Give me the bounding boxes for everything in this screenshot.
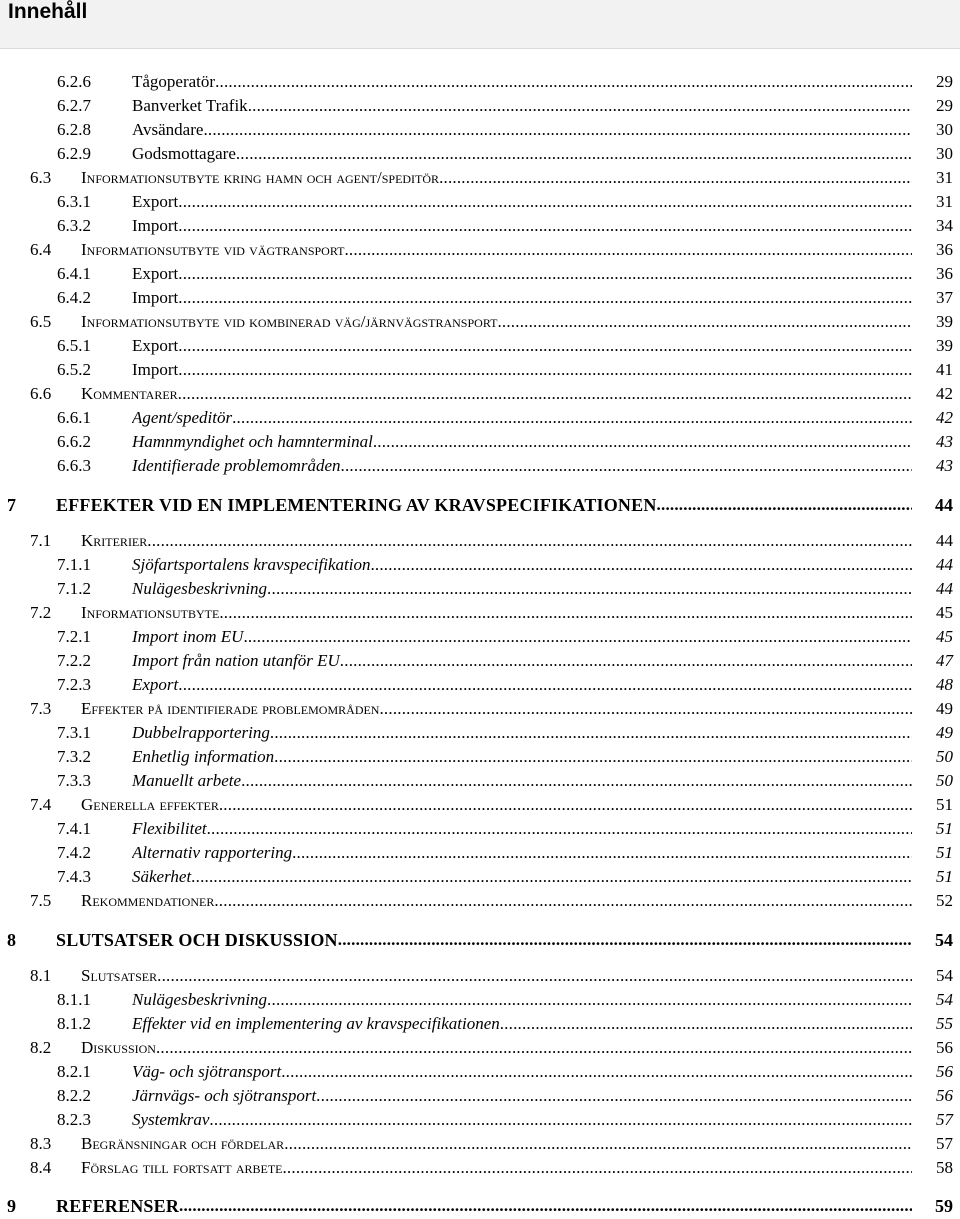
toc-entry-number: 8.1 <box>30 966 52 985</box>
toc-entry-title-wrap <box>132 817 912 841</box>
toc-entry-title: Dubbelrapportering <box>132 723 270 742</box>
toc-entry[interactable] <box>0 1036 960 1060</box>
toc-entry-page-number: 30 <box>936 144 953 163</box>
toc-entry-number: 7.4.2 <box>57 843 91 862</box>
toc-entry[interactable] <box>0 649 960 673</box>
toc-entry-title: Alternativ rapportering <box>132 843 293 862</box>
toc-entry-number: 7.3 <box>30 699 52 718</box>
toc-entry[interactable] <box>0 865 960 889</box>
toc-entry-title: Agent/speditör <box>132 408 233 427</box>
toc-entry-title-wrap <box>132 1108 912 1132</box>
toc-entry-page-number: 51 <box>936 795 953 814</box>
toc-entry-title-wrap <box>132 142 912 166</box>
toc-entry-title-wrap <box>81 238 912 262</box>
toc-entry-number: 7.1.2 <box>57 579 91 598</box>
toc-entry[interactable] <box>0 1108 960 1132</box>
toc-entry-title-wrap <box>81 964 912 988</box>
toc-entry-number: 6.4 <box>30 240 52 259</box>
toc-entry-title: Nulägesbeskrivning <box>132 579 268 598</box>
toc-entry-page-number: 43 <box>936 432 953 451</box>
toc-entry[interactable] <box>0 454 960 478</box>
toc-entry-title: Export <box>132 336 179 355</box>
toc-entry-title-wrap <box>132 286 912 310</box>
toc-entry-title-wrap <box>81 793 912 817</box>
dot-leader <box>156 1036 912 1060</box>
dot-leader <box>267 577 912 601</box>
toc-entry-title-wrap <box>132 334 912 358</box>
toc-entry[interactable] <box>0 94 960 118</box>
toc-entry-title-wrap <box>56 928 912 952</box>
toc-entry-page-number: 54 <box>936 966 953 985</box>
toc-entry[interactable] <box>0 190 960 214</box>
toc-entry[interactable] <box>0 889 960 913</box>
toc-entry-page-number: 58 <box>936 1158 953 1177</box>
toc-entry-title-wrap <box>132 841 912 865</box>
toc-entry-title: Avsändare <box>132 120 204 139</box>
toc-entry-number: 8.2.2 <box>57 1086 91 1105</box>
dot-leader <box>281 1060 912 1084</box>
toc-entry[interactable] <box>0 1012 960 1036</box>
dot-leader <box>270 721 912 745</box>
toc-entry-number: 6.5 <box>30 312 52 331</box>
toc-entry-title-wrap <box>132 262 912 286</box>
dot-leader <box>179 1194 912 1218</box>
toc-entry-title-wrap <box>132 358 912 382</box>
dot-leader <box>178 382 912 406</box>
toc-entry-title: Informationsutbyte kring hamn och agent/speditör <box>81 168 440 187</box>
toc-entry-title: Nulägesbeskrivning <box>132 990 268 1009</box>
toc-entry[interactable] <box>0 358 960 382</box>
toc-entry[interactable] <box>0 430 960 454</box>
toc-entry-title: REFERENSER <box>56 1196 180 1216</box>
toc-entry-number: 6.2.6 <box>57 72 91 91</box>
toc-entry[interactable] <box>0 166 960 190</box>
toc-entry-title-wrap <box>132 625 912 649</box>
toc-entry-page-number: 47 <box>936 651 953 670</box>
toc-entry[interactable] <box>0 286 960 310</box>
toc-entry-title: Export <box>132 192 179 211</box>
toc-entry-title-wrap <box>56 1194 912 1218</box>
toc-entry-title-wrap <box>132 1084 912 1108</box>
toc-entry-page-number: 57 <box>936 1134 953 1153</box>
toc-entry[interactable] <box>0 928 960 952</box>
toc-entry-page-number: 30 <box>936 120 953 139</box>
toc-entry-title-wrap <box>132 649 912 673</box>
toc-entry-title: Diskussion <box>81 1038 156 1057</box>
toc-entry-title-wrap <box>81 889 912 913</box>
toc-entry-title: Järnvägs- och sjötransport <box>132 1086 317 1105</box>
toc-entry-number: 6.3 <box>30 168 52 187</box>
toc-entry-number: 8.1.2 <box>57 1014 91 1033</box>
toc-entry[interactable] <box>0 841 960 865</box>
toc-entry-number: 7.3.3 <box>57 771 91 790</box>
toc-entry-number: 8.1.1 <box>57 990 91 1009</box>
toc-entry-page-number: 56 <box>936 1062 953 1081</box>
toc-entry-title-wrap <box>81 1036 912 1060</box>
toc-entry-page-number: 31 <box>936 168 953 187</box>
page-title: Innehåll <box>8 0 88 23</box>
toc-entry-title-wrap <box>132 94 912 118</box>
toc-entry-title: Flexibilitet <box>132 819 207 838</box>
dot-leader <box>292 841 912 865</box>
toc-entry-title-wrap <box>132 1060 912 1084</box>
toc-entry-page-number: 48 <box>936 675 953 694</box>
dot-leader <box>191 865 912 889</box>
toc-entry[interactable] <box>0 118 960 142</box>
dot-leader <box>178 334 912 358</box>
toc-entry-title: Sjöfartsportalens kravspecifikation <box>132 555 371 574</box>
toc-entry-title: Effekter vid en implementering av kravspecifikationen <box>132 1014 500 1033</box>
toc-entry-title-wrap <box>132 454 912 478</box>
toc-entry-title-wrap <box>81 310 912 334</box>
toc-entry-title: Enhetlig information <box>132 747 275 766</box>
toc-entry[interactable] <box>0 964 960 988</box>
toc-entry-page-number: 44 <box>936 579 953 598</box>
toc-entry-page-number: 42 <box>936 384 953 403</box>
toc-entry-number: 7.2 <box>30 603 52 622</box>
toc-entry-title-wrap <box>56 493 912 517</box>
toc-entry-page-number: 43 <box>936 456 953 475</box>
toc-entry[interactable] <box>0 310 960 334</box>
toc-entry-page-number: 50 <box>936 771 953 790</box>
toc-entry-page-number: 39 <box>936 312 953 331</box>
dot-leader <box>282 1156 912 1180</box>
toc-entry-title: Generella effekter <box>81 795 219 814</box>
toc-entry-title-wrap <box>132 721 912 745</box>
toc-entry-number: 6.2.9 <box>57 144 91 163</box>
toc-entry-page-number: 49 <box>936 699 953 718</box>
toc-entry-title: Banverket Trafik <box>132 96 248 115</box>
toc-entry-title: Manuellt arbete <box>132 771 242 790</box>
toc-entry-title-wrap <box>132 70 912 94</box>
toc-entry-page-number: 29 <box>936 72 953 91</box>
toc-entry-title-wrap <box>132 406 912 430</box>
toc-entry-number: 6.6 <box>30 384 52 403</box>
toc-entry[interactable] <box>0 529 960 553</box>
toc-entry-title: Identifierade problemområden <box>132 456 341 475</box>
toc-entry-page-number: 42 <box>936 408 953 427</box>
toc-entry-number: 7.2.1 <box>57 627 91 646</box>
toc-entry-number: 7.1 <box>30 531 52 550</box>
toc-entry-title-wrap <box>81 1156 912 1180</box>
toc-entry[interactable] <box>0 721 960 745</box>
toc-entry-number: 7.2.3 <box>57 675 91 694</box>
toc-entry-number: 8.4 <box>30 1158 52 1177</box>
toc-entry-number: 6.2.8 <box>57 120 91 139</box>
toc-entry[interactable] <box>0 625 960 649</box>
toc-entry-page-number: 44 <box>936 555 953 574</box>
toc-entry-title: Väg- och sjötransport <box>132 1062 282 1081</box>
toc-entry-page-number: 36 <box>936 264 953 283</box>
toc-entry-page-number: 51 <box>936 819 953 838</box>
dot-leader <box>379 697 912 721</box>
toc-entry-number: 8.3 <box>30 1134 52 1153</box>
toc-entry-page-number: 54 <box>936 990 953 1009</box>
toc-entry-title: Import <box>132 216 179 235</box>
toc-entry[interactable] <box>0 406 960 430</box>
toc-entry-number: 7.4.3 <box>57 867 91 886</box>
toc-entry-title-wrap <box>81 601 912 625</box>
toc-entry-number: 8.2 <box>30 1038 52 1057</box>
dot-leader <box>497 310 912 334</box>
toc-entry-title: Godsmottagare <box>132 144 236 163</box>
dot-leader <box>209 1108 912 1132</box>
toc-entry-title-wrap <box>81 382 912 406</box>
dot-leader <box>178 286 912 310</box>
dot-leader <box>316 1084 912 1108</box>
toc-entry-page-number: 39 <box>936 336 953 355</box>
dot-leader <box>178 190 912 214</box>
toc-entry-page-number: 36 <box>936 240 953 259</box>
toc-entry-page-number: 55 <box>936 1014 953 1033</box>
toc-entry-number: 7.5 <box>30 891 52 910</box>
toc-entry-title: Kommentarer <box>81 384 178 403</box>
toc-entry-title: Systemkrav <box>132 1110 210 1129</box>
dot-leader <box>207 817 912 841</box>
toc-entry-title: Tågoperatör <box>132 72 216 91</box>
toc-entry-title-wrap <box>132 553 912 577</box>
toc-entry-number: 7.3.2 <box>57 747 91 766</box>
toc-entry-page-number: 45 <box>936 627 953 646</box>
toc-entry-page-number: 37 <box>936 288 953 307</box>
toc-entry[interactable] <box>0 769 960 793</box>
toc-entry-number: 6.4.1 <box>57 264 91 283</box>
dot-leader <box>215 70 912 94</box>
toc-entry-number: 6.6.2 <box>57 432 91 451</box>
dot-leader <box>370 553 912 577</box>
toc-entry-title: Export <box>132 675 179 694</box>
toc-entry[interactable] <box>0 334 960 358</box>
toc-entry-title: Informationsutbyte vid kombinerad väg/järnvägstransport <box>81 312 498 331</box>
dot-leader <box>219 601 912 625</box>
dot-leader <box>657 493 912 517</box>
toc-entry-number: 7.2.2 <box>57 651 91 670</box>
toc-entry-title-wrap <box>132 769 912 793</box>
toc-entry-page-number: 29 <box>936 96 953 115</box>
dot-leader <box>178 358 912 382</box>
toc-entry-page-number: 44 <box>935 495 953 515</box>
toc-entry-title-wrap <box>81 697 912 721</box>
toc-entry-number: 6.4.2 <box>57 288 91 307</box>
toc-entry[interactable] <box>0 238 960 262</box>
toc-entry-title-wrap <box>132 577 912 601</box>
toc-entry-number: 7.1.1 <box>57 555 91 574</box>
toc-entry-number: 6.3.2 <box>57 216 91 235</box>
toc-entry-number: 8.2.3 <box>57 1110 91 1129</box>
toc-entry-number: 6.5.2 <box>57 360 91 379</box>
toc-entry-title: Effekter på identifierade problemområden <box>81 699 380 718</box>
toc-entry-number: 6.5.1 <box>57 336 91 355</box>
toc-entry[interactable] <box>0 1156 960 1180</box>
toc-entry-page-number: 51 <box>936 867 953 886</box>
dot-leader <box>373 430 912 454</box>
toc-entry[interactable] <box>0 1084 960 1108</box>
toc-entry[interactable] <box>0 214 960 238</box>
dot-leader <box>178 214 912 238</box>
toc-entry-title-wrap <box>132 745 912 769</box>
toc-entry-title-wrap <box>132 430 912 454</box>
toc-entry-page-number: 34 <box>936 216 953 235</box>
dot-leader <box>236 142 912 166</box>
toc-entry-title: Rekommendationer <box>81 891 215 910</box>
dot-leader <box>248 94 912 118</box>
toc-entry-page-number: 56 <box>936 1086 953 1105</box>
toc-entry-number: 6.3.1 <box>57 192 91 211</box>
toc-entry[interactable] <box>0 988 960 1012</box>
toc-entry-page-number: 56 <box>936 1038 953 1057</box>
dot-leader <box>344 238 912 262</box>
toc-entry-title: Import inom EU <box>132 627 244 646</box>
toc-entry[interactable] <box>0 1060 960 1084</box>
dot-leader <box>157 964 912 988</box>
toc-entry-title: EFFEKTER VID EN IMPLEMENTERING AV KRAVSPECIFIKATIONEN <box>56 495 657 515</box>
toc-entry[interactable] <box>0 673 960 697</box>
toc-entry-title-wrap <box>81 529 912 553</box>
toc-entry-title-wrap <box>132 214 912 238</box>
dot-leader <box>274 745 912 769</box>
toc-entry-title-wrap <box>132 673 912 697</box>
toc-entry-title: SLUTSATSER OCH DISKUSSION <box>56 930 338 950</box>
dot-leader <box>147 529 912 553</box>
dot-leader <box>340 649 912 673</box>
toc-entry-number: 8.2.1 <box>57 1062 91 1081</box>
toc-entry-page-number: 41 <box>936 360 953 379</box>
toc-entry-title-wrap <box>81 1132 912 1156</box>
toc-entry[interactable] <box>0 1194 960 1218</box>
toc-entry-title: Hamnmyndighet och hamnterminal <box>132 432 373 451</box>
dot-leader <box>178 262 912 286</box>
toc-entry[interactable] <box>0 553 960 577</box>
dot-leader <box>219 793 912 817</box>
toc-entry-title: Kriterier <box>81 531 148 550</box>
toc-entry-title-wrap <box>132 190 912 214</box>
toc-entry[interactable] <box>0 493 960 517</box>
toc-entry[interactable] <box>0 262 960 286</box>
toc-entry-title: Slutsatser <box>81 966 158 985</box>
toc-entry-title: Begränsningar och fördelar <box>81 1134 285 1153</box>
toc-entry[interactable] <box>0 697 960 721</box>
toc-entry-title: Förslag till fortsatt arbete <box>81 1158 283 1177</box>
toc-entry-page-number: 51 <box>936 843 953 862</box>
toc-entry[interactable] <box>0 1132 960 1156</box>
toc-entry-title: Informationsutbyte vid vägtransport <box>81 240 345 259</box>
toc-entry-title: Export <box>132 264 179 283</box>
dot-leader <box>284 1132 912 1156</box>
dot-leader <box>203 118 912 142</box>
toc-entry-title: Import <box>132 360 179 379</box>
toc-entry-number: 7 <box>7 495 16 515</box>
toc-entry[interactable] <box>0 793 960 817</box>
toc-entry-number: 6.6.1 <box>57 408 91 427</box>
dot-leader <box>500 1012 912 1036</box>
toc-entry-number: 7.4 <box>30 795 52 814</box>
toc-entry[interactable] <box>0 817 960 841</box>
toc-entry-number: 8 <box>7 930 16 950</box>
toc-entry-title: Import <box>132 288 179 307</box>
toc-entry-page-number: 57 <box>936 1110 953 1129</box>
toc-entry[interactable] <box>0 382 960 406</box>
dot-leader <box>232 406 912 430</box>
toc-entry-title: Import från nation utanför EU <box>132 651 340 670</box>
toc-entry-number: 9 <box>7 1196 16 1216</box>
toc-entry-page-number: 50 <box>936 747 953 766</box>
toc-entry-page-number: 59 <box>935 1196 953 1216</box>
toc-entry[interactable] <box>0 745 960 769</box>
toc-entry[interactable] <box>0 70 960 94</box>
toc-entry-page-number: 44 <box>936 531 953 550</box>
dot-leader <box>241 769 912 793</box>
dot-leader <box>214 889 912 913</box>
dot-leader <box>341 454 912 478</box>
dot-leader <box>338 928 912 952</box>
toc-entry-title-wrap <box>132 988 912 1012</box>
toc-entry-title-wrap <box>132 118 912 142</box>
toc-entry-page-number: 52 <box>936 891 953 910</box>
toc-entry[interactable] <box>0 577 960 601</box>
toc-entry-number: 6.6.3 <box>57 456 91 475</box>
toc-entry-title-wrap <box>132 865 912 889</box>
toc-entry-number: 7.4.1 <box>57 819 91 838</box>
toc-entry-title: Säkerhet <box>132 867 192 886</box>
toc-entry-title: Informationsutbyte <box>81 603 220 622</box>
toc-entry-page-number: 49 <box>936 723 953 742</box>
toc-entry-number: 6.2.7 <box>57 96 91 115</box>
toc-entry-page-number: 45 <box>936 603 953 622</box>
toc-entry-page-number: 31 <box>936 192 953 211</box>
dot-leader <box>243 625 912 649</box>
dot-leader <box>178 673 912 697</box>
toc-entry[interactable] <box>0 142 960 166</box>
toc-entry-title-wrap <box>81 166 912 190</box>
toc-entry[interactable] <box>0 601 960 625</box>
dot-leader <box>267 988 912 1012</box>
dot-leader <box>439 166 912 190</box>
toc-entry-page-number: 54 <box>935 930 953 950</box>
toc-entry-number: 7.3.1 <box>57 723 91 742</box>
toc-entry-title-wrap <box>132 1012 912 1036</box>
